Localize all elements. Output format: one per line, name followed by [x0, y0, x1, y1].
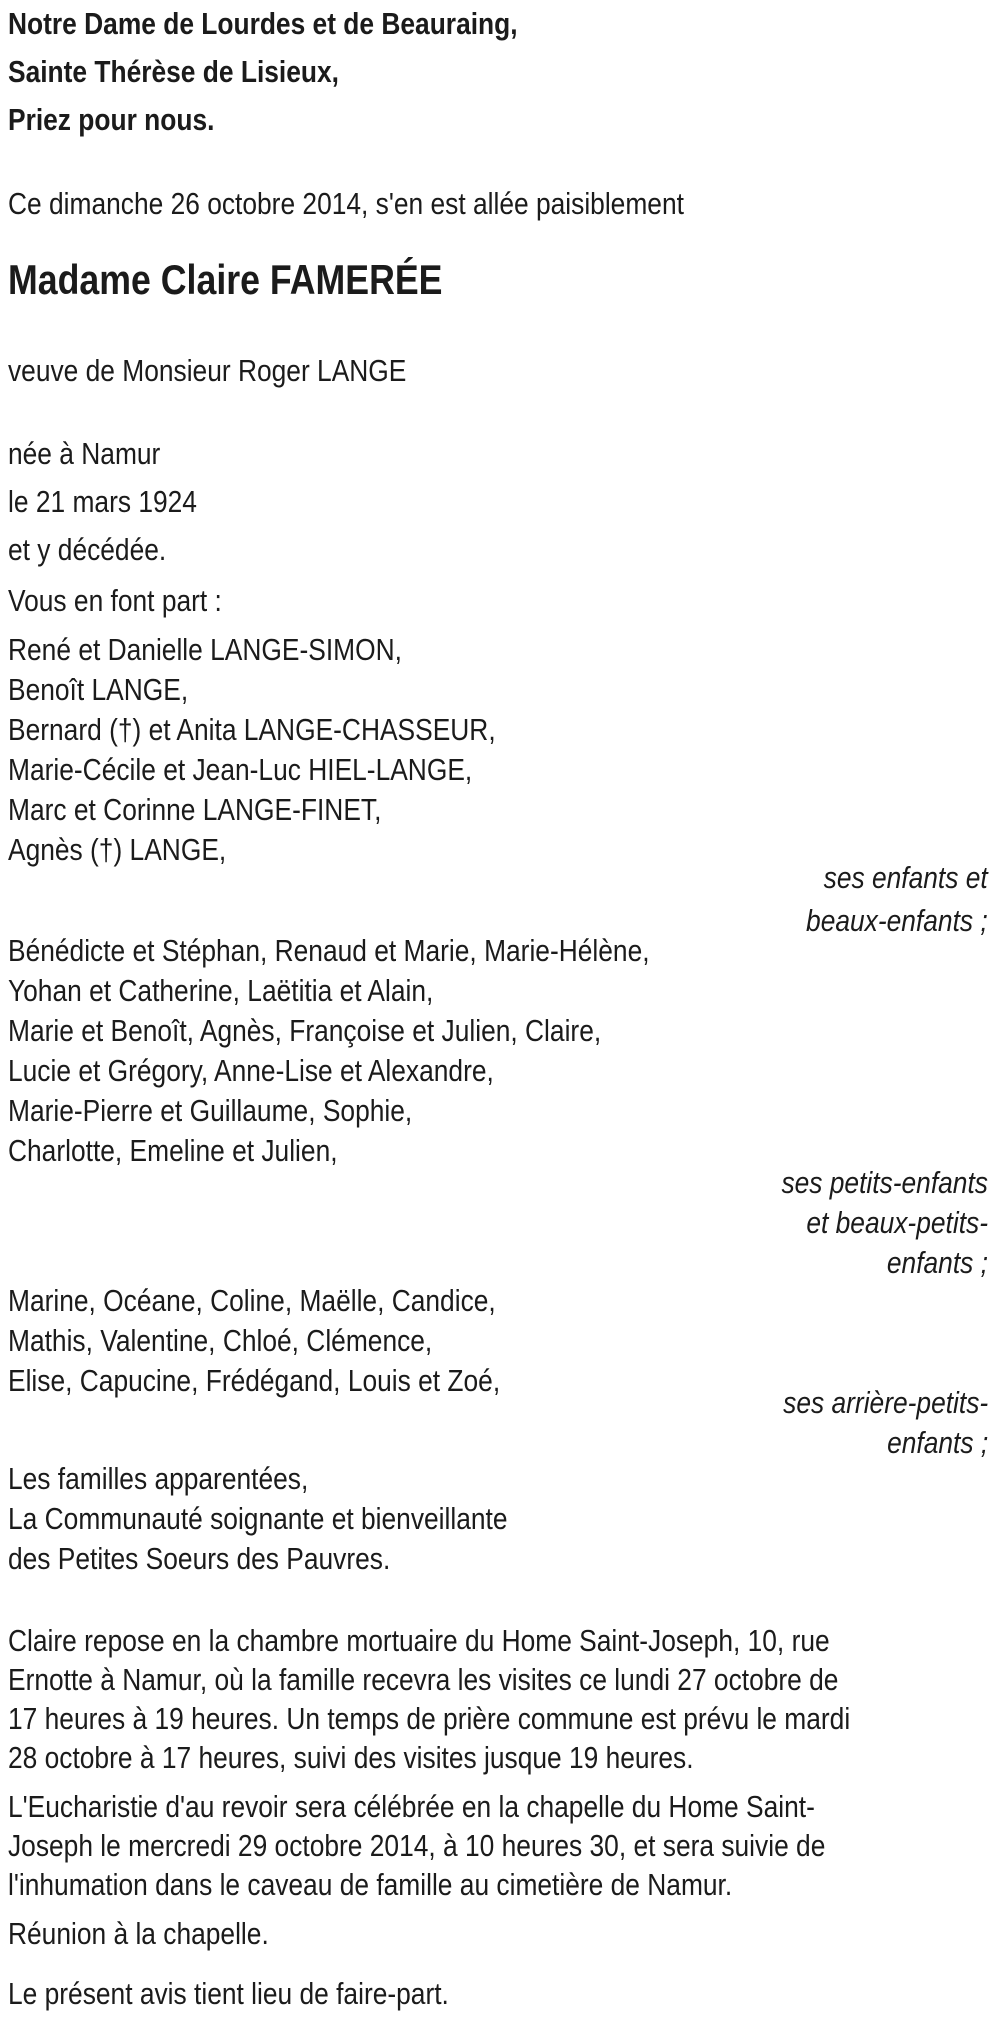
grandchildren-relation: [781, 1163, 988, 1283]
children-line: Bernard (†) et Anita LANGE-CHASSEUR,: [8, 712, 496, 747]
visitation-line: Ernotte à Namur, où la famille recevra les visites ce lundi 27 octobre de: [8, 1662, 839, 1697]
meeting-line: Réunion à la chapelle.: [8, 1916, 269, 1951]
prayer-line: Priez pour nous.: [8, 102, 215, 137]
birth-date-line: le 21 mars 1924: [8, 484, 197, 519]
visitation-line: Claire repose en la chambre mortuaire du Home Saint-Joseph, 10, rue: [8, 1623, 830, 1658]
birth-place-line: née à Namur: [8, 436, 161, 471]
children-line: René et Danielle LANGE-SIMON,: [8, 632, 402, 667]
death-place-line: et y décédée.: [8, 532, 167, 567]
funeral-paragraph: [8, 1787, 825, 1904]
death-intro-line: Ce dimanche 26 octobre 2014, s'en est allée paisiblement: [8, 186, 684, 221]
grandchildren-line: Marie et Benoît, Agnès, Françoise et Julien, Claire,: [8, 1013, 602, 1048]
relation-line: et beaux-petits-: [806, 1205, 988, 1240]
great-grandchildren-relation: [783, 1383, 988, 1463]
children-line: Marie-Cécile et Jean-Luc HIEL-LANGE,: [8, 752, 473, 787]
relation-line: enfants ;: [886, 1245, 988, 1280]
prayer-line: Sainte Thérèse de Lisieux,: [8, 54, 339, 89]
grandchildren-line: Lucie et Grégory, Anne-Lise et Alexandre,: [8, 1053, 494, 1088]
notice-line: Le présent avis tient lieu de faire-part.: [8, 1976, 449, 2011]
great-grandchildren-line: Marine, Océane, Coline, Maëlle, Candice,: [8, 1283, 496, 1318]
families-line: La Communauté soignante et bienveillante: [8, 1501, 508, 1536]
relation-line: ses arrière-petits-: [782, 1385, 988, 1420]
relation-line: ses enfants et: [823, 860, 988, 895]
deceased-name: Madame Claire FAMERÉE: [8, 256, 443, 303]
grandchildren-line: Charlotte, Emeline et Julien,: [8, 1133, 338, 1168]
children-list: [8, 630, 496, 870]
relation-line: enfants ;: [886, 1425, 988, 1460]
prayer-block: [8, 0, 518, 144]
prayer-line: Notre Dame de Lourdes et de Beauraing,: [8, 6, 518, 41]
children-line: Agnès (†) LANGE,: [8, 832, 227, 867]
notify-label: Vous en font part :: [8, 583, 222, 618]
grandchildren-line: Marie-Pierre et Guillaume, Sophie,: [8, 1093, 413, 1128]
relation-line: beaux-enfants ;: [806, 903, 988, 938]
visitation-line: 17 heures à 19 heures. Un temps de prière commune est prévu le mardi: [8, 1701, 851, 1736]
funeral-line: l'inhumation dans le caveau de famille au cimetière de Namur.: [8, 1867, 733, 1902]
great-grandchildren-line: Elise, Capucine, Frédégand, Louis et Zoé,: [8, 1363, 501, 1398]
visitation-line: 28 octobre à 17 heures, suivi des visites jusque 19 heures.: [8, 1740, 694, 1775]
children-line: Benoît LANGE,: [8, 672, 189, 707]
funeral-line: L'Eucharistie d'au revoir sera célébrée en la chapelle du Home Saint-: [8, 1789, 815, 1824]
birth-block: [8, 430, 197, 574]
visitation-paragraph: [8, 1621, 850, 1777]
funeral-line: Joseph le mercredi 29 octobre 2014, à 10 heures 30, et sera suivie de: [8, 1828, 826, 1863]
grandchildren-line: Bénédicte et Stéphan, Renaud et Marie, Marie-Hélène,: [8, 933, 650, 968]
great-grandchildren-list: [8, 1281, 500, 1401]
families-line: Les familles apparentées,: [8, 1461, 309, 1496]
widow-of-line: veuve de Monsieur Roger LANGE: [8, 353, 407, 388]
grandchildren-list: [8, 931, 650, 1171]
children-line: Marc et Corinne LANGE-FINET,: [8, 792, 382, 827]
relation-line: ses petits-enfants: [781, 1165, 988, 1200]
grandchildren-line: Yohan et Catherine, Laëtitia et Alain,: [8, 973, 434, 1008]
families-line: des Petites Soeurs des Pauvres.: [8, 1541, 391, 1576]
children-relation: [806, 856, 988, 942]
families-block: [8, 1459, 508, 1579]
great-grandchildren-line: Mathis, Valentine, Chloé, Clémence,: [8, 1323, 433, 1358]
